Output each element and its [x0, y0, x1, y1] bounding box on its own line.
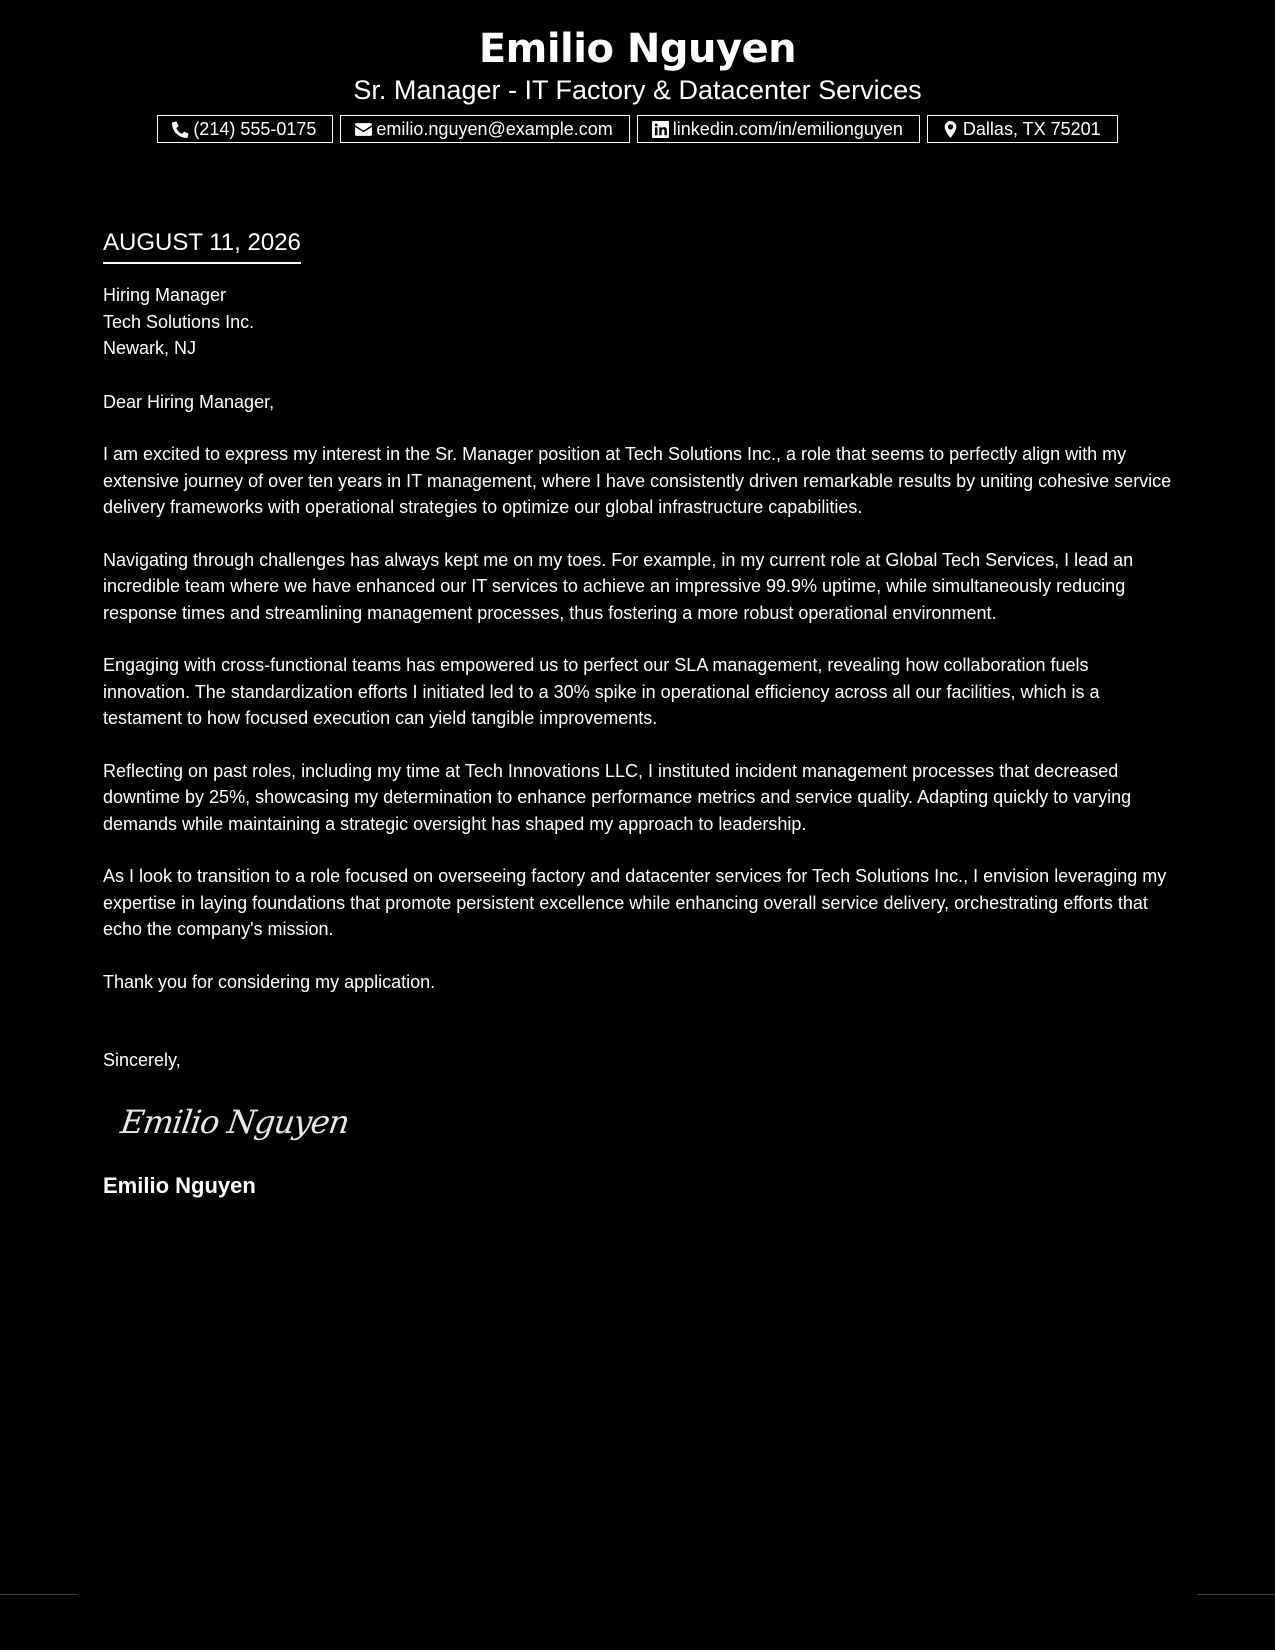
recipient-block — [103, 282, 1178, 362]
phone-text: (214) 555-0175 — [193, 118, 317, 139]
recipient-company: Tech Solutions Inc. — [103, 311, 255, 332]
applicant-name: Emilio Nguyen — [478, 26, 797, 72]
letterhead — [0, 24, 1275, 143]
envelope-icon — [355, 121, 372, 138]
paragraph: Navigating through challenges has always kept me on my toes. For example, in my current role at Global Tech Services, I lead an incredible team where we have enhanced our IT services to achieve an impressive 99.9% uptime, while simultaneously reducing response times and streamlining management processes, thus fostering a more robust operational environment. — [103, 549, 1134, 623]
recipient-location: Newark, NJ — [103, 338, 197, 358]
letter-body — [103, 227, 1178, 1200]
paragraph: As I look to transition to a role focused on overseeing factory and datacenter services for Tech Solutions Inc., I envision leveraging my expertise in laying foundations that promote persistent excellence while enhancing overall service delivery, orchestrating efforts that echo the company's mission. — [103, 866, 1167, 939]
contact-phone — [157, 115, 333, 143]
applicant-title: Sr. Manager - IT Factory & Datacenter Services — [353, 75, 922, 105]
paragraph: I am excited to express my interest in the Sr. Manager position at Tech Solutions Inc., a role that seems to perfectly align with my extensive journey of over ten years in IT management, where I have consistently driven remarkable results by uniting cohesive service delivery frameworks with operational strategies to optimize our global infrastructure capabilities. — [103, 444, 1172, 517]
closing: Sincerely, — [103, 1050, 181, 1070]
letter-date: AUGUST 11, 2026 — [103, 227, 301, 264]
paragraph: Reflecting on past roles, including my time at Tech Innovations LLC, I instituted incident management processes that decreased downtime by 25%, showcasing my determination to enhance performance metrics and service quality. Adapting quickly to varying demands while maintaining a strategic oversight has shaped my approach to leadership. — [103, 760, 1132, 834]
footer-rule-right — [1197, 1594, 1275, 1595]
signer-name: Emilio Nguyen — [103, 1172, 256, 1198]
contact-bar — [0, 115, 1275, 143]
map-marker-icon — [942, 121, 959, 138]
salutation: Dear Hiring Manager, — [103, 391, 275, 412]
contact-linkedin — [637, 115, 920, 143]
recipient-name: Hiring Manager — [103, 285, 227, 305]
contact-location — [927, 115, 1118, 143]
location-text: Dallas, TX 75201 — [962, 118, 1101, 139]
closing-thanks: Thank you for considering my application. — [103, 971, 436, 992]
email-text: emilio.nguyen@example.com — [376, 118, 613, 139]
contact-email — [340, 115, 629, 143]
linkedin-text: linkedin.com/in/emilionguyen — [672, 118, 903, 139]
footer-rule-left — [0, 1594, 77, 1595]
phone-icon — [172, 121, 189, 138]
handwritten-signature: Emilio Nguyen — [118, 1102, 352, 1141]
paragraph: Engaging with cross-functional teams has empowered us to perfect our SLA management, revealing how collaboration fuels innovation. The standardization efforts I initiated led to a 30% spike in operational efficiency across all our facilities, which is a testament to how focused execution can yield tangible improvements. — [103, 655, 1100, 728]
linkedin-icon — [652, 121, 669, 138]
